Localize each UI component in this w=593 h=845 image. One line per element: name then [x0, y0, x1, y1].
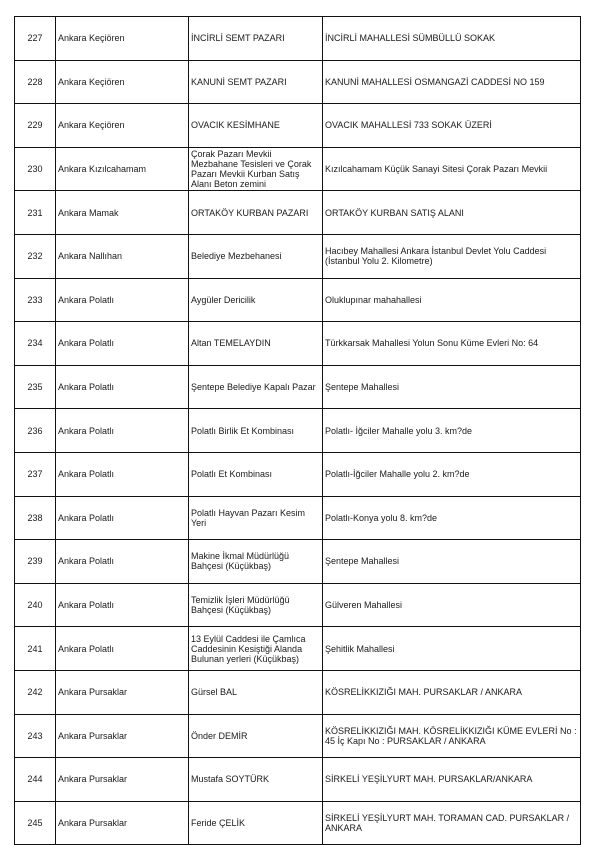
- location-cell: Ankara Polatlı: [56, 278, 189, 322]
- row-number-cell: 241: [15, 627, 56, 671]
- location-cell: Ankara Polatlı: [56, 365, 189, 409]
- row-number-cell: 229: [15, 104, 56, 148]
- table-row: [15, 60, 581, 104]
- table-row: [15, 627, 581, 671]
- row-number-cell: 234: [15, 322, 56, 366]
- address-cell: Oluklupınar mahahallesi: [323, 278, 581, 322]
- address-cell: İNCİRLİ MAHALLESİ SÜMBÜLLÜ SOKAK: [323, 17, 581, 61]
- place-name-cell: İNCİRLİ SEMT PAZARI: [189, 17, 323, 61]
- place-name-cell: Gürsel BAL: [189, 670, 323, 714]
- address-cell: KÖSRELİKKIZIĞI MAH. PURSAKLAR / ANKARA: [323, 670, 581, 714]
- table-row: [15, 104, 581, 148]
- row-number-cell: 238: [15, 496, 56, 540]
- place-name-cell: Feride ÇELİK: [189, 801, 323, 845]
- table-row: [15, 409, 581, 453]
- place-name-cell: Altan TEMELAYDIN: [189, 322, 323, 366]
- table-row: [15, 670, 581, 714]
- location-cell: Ankara Nallıhan: [56, 234, 189, 278]
- row-number-cell: 236: [15, 409, 56, 453]
- row-number-cell: 240: [15, 583, 56, 627]
- address-cell: KÖSRELİKKIZIĞI MAH. KÖSRELİKKIZIĞI KÜME EVLERİ No : 45 İç Kapı No : PURSAKLAR / ANKARA: [323, 714, 581, 758]
- location-cell: Ankara Keçiören: [56, 104, 189, 148]
- address-cell: Türkkarsak Mahallesi Yolun Sonu Küme Evleri No: 64: [323, 322, 581, 366]
- table-row: [15, 234, 581, 278]
- table-row: [15, 17, 581, 61]
- place-name-cell: Önder DEMİR: [189, 714, 323, 758]
- location-cell: Ankara Keçiören: [56, 60, 189, 104]
- row-number-cell: 245: [15, 801, 56, 845]
- table-row: [15, 583, 581, 627]
- place-name-cell: Polatlı Et Kombinası: [189, 452, 323, 496]
- place-name-cell: Mustafa SOYTÜRK: [189, 758, 323, 802]
- row-number-cell: 228: [15, 60, 56, 104]
- address-cell: Şehitlik Mahallesi: [323, 627, 581, 671]
- address-cell: Hacıbey Mahallesi Ankara İstanbul Devlet Yolu Caddesi (İstanbul Yolu 2. Kilometre): [323, 234, 581, 278]
- address-cell: OVACIK MAHALLESİ 733 SOKAK ÜZERİ: [323, 104, 581, 148]
- location-cell: Ankara Polatlı: [56, 496, 189, 540]
- place-name-cell: KANUNİ SEMT PAZARI: [189, 60, 323, 104]
- row-number-cell: 239: [15, 540, 56, 584]
- location-cell: Ankara Kızılcahamam: [56, 147, 189, 191]
- address-cell: Polatlı-İğciler Mahalle yolu 2. km?de: [323, 452, 581, 496]
- location-cell: Ankara Polatlı: [56, 452, 189, 496]
- location-cell: Ankara Mamak: [56, 191, 189, 235]
- row-number-cell: 242: [15, 670, 56, 714]
- location-cell: Ankara Polatlı: [56, 409, 189, 453]
- location-cell: Ankara Pursaklar: [56, 670, 189, 714]
- row-number-cell: 231: [15, 191, 56, 235]
- table-row: [15, 278, 581, 322]
- table-row: [15, 322, 581, 366]
- row-number-cell: 232: [15, 234, 56, 278]
- address-cell: Şentepe Mahallesi: [323, 365, 581, 409]
- document-page: [14, 16, 580, 845]
- location-cell: Ankara Polatlı: [56, 322, 189, 366]
- address-cell: SİRKELİ YEŞİLYURT MAH. PURSAKLAR/ANKARA: [323, 758, 581, 802]
- address-cell: ORTAKÖY KURBAN SATIŞ ALANI: [323, 191, 581, 235]
- table-row: [15, 758, 581, 802]
- row-number-cell: 233: [15, 278, 56, 322]
- place-name-cell: Temizlik İşleri Müdürlüğü Bahçesi (Küçükbaş): [189, 583, 323, 627]
- table-row: [15, 365, 581, 409]
- table-body: [15, 17, 581, 845]
- address-cell: Kızılcahamam Küçük Sanayi Sitesi Çorak Pazarı Mevkii: [323, 147, 581, 191]
- table-row: [15, 801, 581, 845]
- address-cell: SİRKELİ YEŞİLYURT MAH. TORAMAN CAD. PURSAKLAR / ANKARA: [323, 801, 581, 845]
- address-cell: Gülveren Mahallesi: [323, 583, 581, 627]
- place-name-cell: Çorak Pazarı Mevkii Mezbahane Tesisleri ve Çorak Pazarı Mevkii Kurban Satış Alanı Beton zemini: [189, 147, 323, 191]
- place-name-cell: Belediye Mezbehanesi: [189, 234, 323, 278]
- address-cell: KANUNİ MAHALLESİ OSMANGAZİ CADDESİ NO 159: [323, 60, 581, 104]
- table-row: [15, 452, 581, 496]
- place-name-cell: Şentepe Belediye Kapalı Pazar: [189, 365, 323, 409]
- place-name-cell: Aygüler Dericilik: [189, 278, 323, 322]
- location-cell: Ankara Polatlı: [56, 540, 189, 584]
- place-name-cell: ORTAKÖY KURBAN PAZARI: [189, 191, 323, 235]
- location-cell: Ankara Polatlı: [56, 627, 189, 671]
- place-name-cell: OVACIK KESİMHANE: [189, 104, 323, 148]
- place-name-cell: 13 Eylül Caddesi ile Çamlıca Caddesinin Kesiştiği Alanda Bulunan yerleri (Küçükbaş): [189, 627, 323, 671]
- location-cell: Ankara Pursaklar: [56, 714, 189, 758]
- place-name-cell: Makine İkmal Müdürlüğü Bahçesi (Küçükbaş): [189, 540, 323, 584]
- address-cell: Polatlı- İğciler Mahalle yolu 3. km?de: [323, 409, 581, 453]
- row-number-cell: 230: [15, 147, 56, 191]
- row-number-cell: 244: [15, 758, 56, 802]
- place-name-cell: Polatlı Hayvan Pazarı Kesim Yeri: [189, 496, 323, 540]
- row-number-cell: 235: [15, 365, 56, 409]
- location-cell: Ankara Pursaklar: [56, 801, 189, 845]
- address-cell: Polatlı-Konya yolu 8. km?de: [323, 496, 581, 540]
- row-number-cell: 237: [15, 452, 56, 496]
- row-number-cell: 227: [15, 17, 56, 61]
- location-cell: Ankara Pursaklar: [56, 758, 189, 802]
- address-cell: Şentepe Mahallesi: [323, 540, 581, 584]
- location-cell: Ankara Keçiören: [56, 17, 189, 61]
- table-row: [15, 496, 581, 540]
- row-number-cell: 243: [15, 714, 56, 758]
- table-row: [15, 191, 581, 235]
- table-row: [15, 147, 581, 191]
- place-name-cell: Polatlı Birlik Et Kombinası: [189, 409, 323, 453]
- table-row: [15, 540, 581, 584]
- table-row: [15, 714, 581, 758]
- location-cell: Ankara Polatlı: [56, 583, 189, 627]
- locations-table: [14, 16, 581, 845]
